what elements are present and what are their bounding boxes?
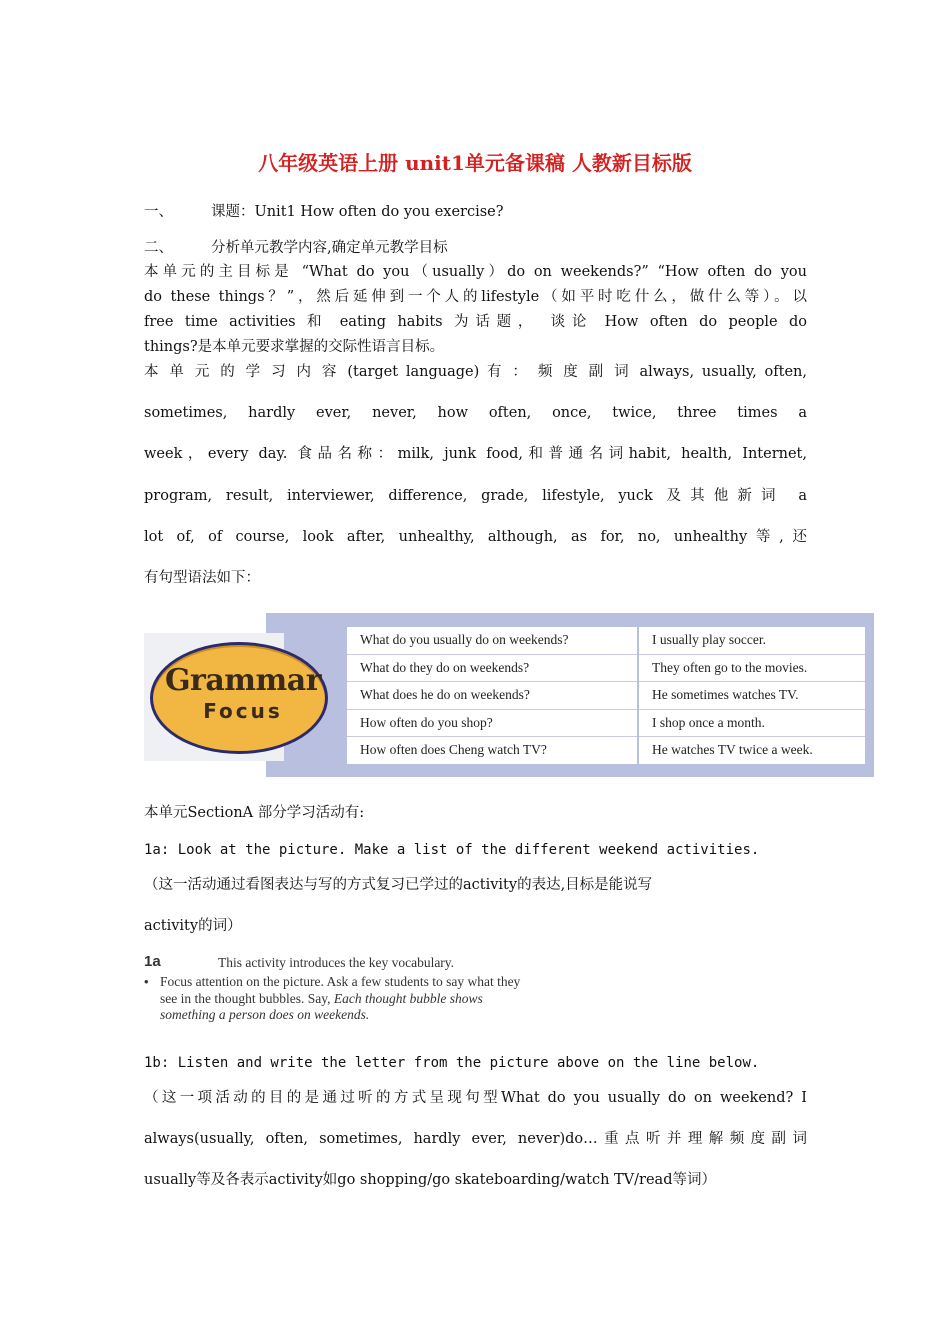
note-number: 1a bbox=[144, 953, 161, 970]
section-one-number: 一、 bbox=[144, 204, 173, 220]
table-row bbox=[347, 709, 865, 737]
answer-cell: He sometimes watches TV. bbox=[638, 682, 865, 710]
question-cell: How often do you shop? bbox=[347, 709, 638, 737]
grammar-focus-figure bbox=[144, 613, 874, 777]
para1-line-1: 本单元的主目标是 “What do you（usually）do on weekends?” “How often do you bbox=[144, 264, 807, 280]
note-bullet: • bbox=[144, 974, 149, 989]
note-body-plain: Focus attention on the picture. Ask a few students to say what they see in the thought bubbles. Say, bbox=[160, 974, 521, 1006]
note-body-italic: Each thought bubble shows something a person does on weekends. bbox=[160, 990, 483, 1022]
note-body bbox=[160, 974, 540, 1024]
activity-1a-teacher-note bbox=[144, 953, 534, 1028]
activity-1a-line: 1a: Look at the picture. Make a list of the different weekend activities. bbox=[144, 842, 760, 858]
para2-line-3: week，every day. 食品名称：milk, junk food,和普通名词habit, health, Internet, bbox=[144, 446, 807, 462]
activity-1a-note-1: （这一活动通过看图表达与写的方式复习已学过的activity的表达,目标是能说写 bbox=[144, 877, 653, 893]
activity-1b-note-1: （这一项活动的目的是通过听的方式呈现句型What do you usually do on weekend? I bbox=[144, 1090, 807, 1106]
grammar-focus-table bbox=[347, 627, 865, 764]
table-row bbox=[347, 627, 865, 654]
para1-line-4: things?是本单元要求掌握的交际性语言目标。 bbox=[144, 339, 445, 355]
question-cell: What does he do on weekends? bbox=[347, 682, 638, 710]
table-row bbox=[347, 682, 865, 710]
para2-line-2: sometimes, hardly ever, never, how often, once, twice, three times a bbox=[144, 405, 807, 421]
activity-1a-note-2: activity的词） bbox=[144, 918, 242, 934]
section-one-text: 课题：Unit1 How often do you exercise? bbox=[211, 204, 504, 220]
para1-line-2: do these things？”，然后延伸到一个人的lifestyle（如平时吃什么，做什么等）。以 bbox=[144, 289, 807, 305]
activity-1b-note-2: always(usually, often, sometimes, hardly ever, never)do…重点听并理解频度副词 bbox=[144, 1131, 807, 1147]
question-cell: What do you usually do on weekends? bbox=[347, 627, 638, 654]
para1-line-3: free time activities 和 eating habits 为话题， 谈论 How often do people do bbox=[144, 314, 807, 330]
answer-cell: He watches TV twice a week. bbox=[652, 742, 813, 758]
answer-cell: They often go to the movies. bbox=[638, 654, 865, 682]
grammar-focus-logo-grammar: Grammar bbox=[164, 663, 322, 698]
activity-1b-line: 1b: Listen and write the letter from the picture above on the line below. bbox=[144, 1055, 760, 1071]
document-title: 八年级英语上册 unit1单元备课稿 人教新目标版 bbox=[258, 151, 692, 175]
answer-cell: I shop once a month. bbox=[638, 709, 865, 737]
para2-line-1: 本 单 元 的 学 习 内 容 (target language) 有 ： 频 度 副 词 always, usually, often, bbox=[144, 364, 807, 380]
question-cell: What do they do on weekends? bbox=[347, 654, 638, 682]
section-two-number: 二、 bbox=[144, 240, 173, 256]
para2-line-4: program, result, interviewer, difference, grade, lifestyle, yuck 及其他新词 a bbox=[144, 488, 807, 504]
grammar-focus-logo-oval bbox=[150, 642, 328, 754]
section-one bbox=[144, 202, 504, 222]
answer-cell: I usually play soccer. bbox=[638, 627, 865, 654]
note-intro: This activity introduces the key vocabulary. bbox=[218, 955, 455, 970]
para2-line-6: 有句型语法如下： bbox=[144, 570, 260, 586]
question-cell: How often does Cheng watch TV? bbox=[347, 737, 638, 764]
activity-1b-note-3: usually等及各表示activity如go shopping/go skateboarding/watch TV/read等词） bbox=[144, 1172, 716, 1188]
table-row bbox=[347, 654, 865, 682]
section-a-intro: 本单元SectionA 部分学习活动有: bbox=[144, 805, 365, 821]
section-two-text: 分析单元教学内容,确定单元教学目标 bbox=[211, 240, 448, 256]
section-two bbox=[144, 238, 448, 258]
table-row bbox=[347, 737, 865, 764]
para2-line-5: lot of, of course, look after, unhealthy, although, as for, no, unhealthy等,还 bbox=[144, 529, 807, 545]
grammar-focus-logo-focus: Focus bbox=[203, 699, 283, 723]
